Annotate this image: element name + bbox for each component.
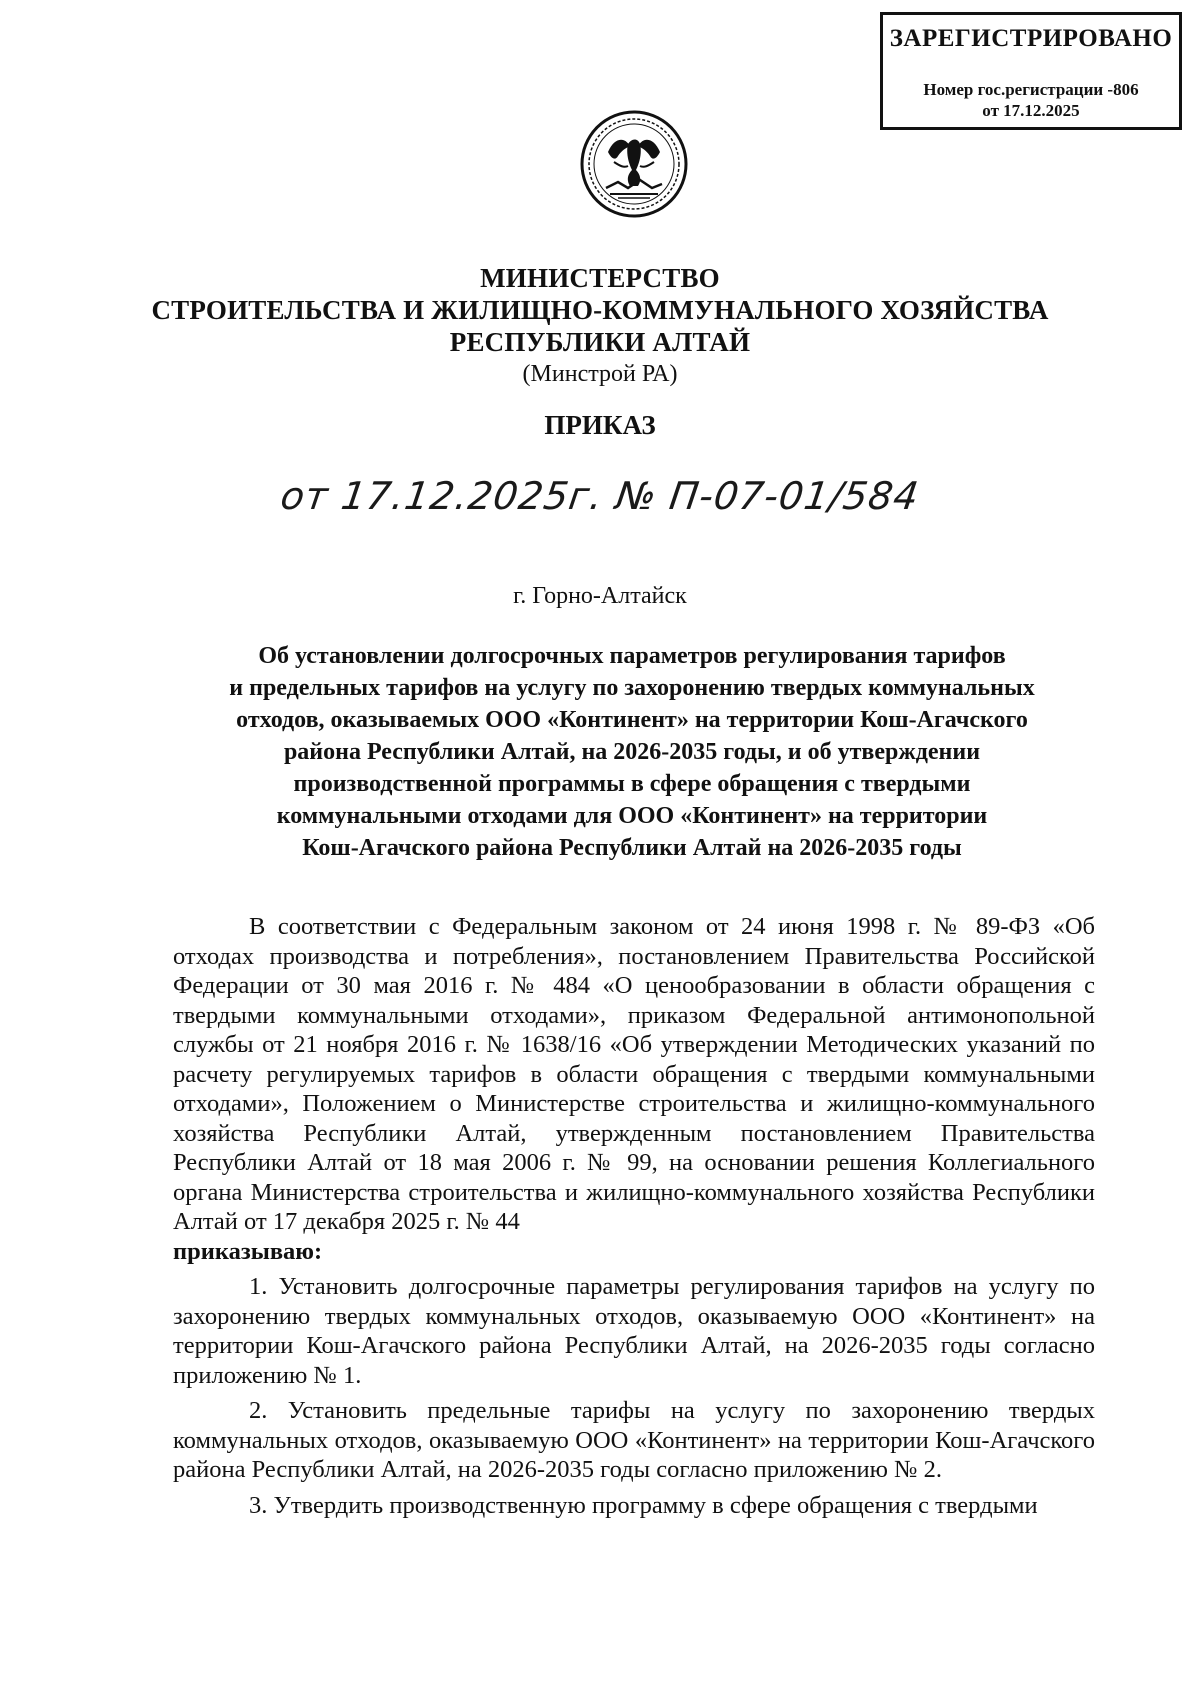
order-body xyxy=(173,912,1095,1520)
subject-line: Кош-Агачского района Республики Алтай на 2026-2035 годы xyxy=(302,835,962,861)
order-item-3: 3. Утвердить производственную программу в сфере обращения с твердыми xyxy=(249,1491,1038,1519)
ministry-abbreviation: (Минстрой РА) xyxy=(522,361,678,387)
subject-line: и предельных тарифов на услугу по захоронению твердых коммунальных xyxy=(229,675,1035,701)
subject-line: отходов, оказываемых ООО «Континент» на территории Кош-Агачского xyxy=(236,707,1028,733)
stamp-title: ЗАРЕГИСТРИРОВАНО xyxy=(889,25,1173,52)
order-subject xyxy=(172,640,1092,864)
city-name: г. Горно-Алтайск xyxy=(513,583,687,609)
registration-stamp xyxy=(880,12,1182,130)
order-keyword-colon: : xyxy=(314,1237,323,1265)
subject-line: района Республики Алтай, на 2026-2035 годы, и об утверждении xyxy=(283,739,981,765)
order-item-2: 2. Установить предельные тарифы на услугу по захоронению твердых коммунальных отходов, оказываемую ООО «Континент» на территории Кош-Агачского района Республики Алтай, на 2026-2035 годы согласно приложению № 2. xyxy=(173,1397,1095,1483)
coat-of-arms-altai-icon xyxy=(578,108,690,220)
subject-line: коммунальными отходами для ООО «Континент» на территории xyxy=(276,803,988,829)
preamble-paragraph xyxy=(173,912,1095,1266)
stamp-reg-date: от 17.12.2025 xyxy=(982,101,1080,120)
ministry-header xyxy=(0,262,1200,390)
ministry-name-line-1: МИНИСТЕРСТВО xyxy=(480,263,720,293)
handwritten-order-number: от 17.12.2025г. № П-07-01/584 xyxy=(278,474,922,518)
preamble-text: В соответствии с Федеральным законом от 24 июня 1998 г. № 89-ФЗ «Об отходах производства и потребления», постановлением Правительства Российской Федерации от 30 мая 2016 г. № 484 «О ценообразовании в области обращения с твердыми коммунальными отходами», приказом Федеральной антимонопольной службы от 21 ноября 2016 г. № 1638/16 «Об утверждении Методических указаний по расчету регулируемых тарифов в области обращения с твердыми коммунальными отходами», Положением о Министерстве строительства и жилищно-коммунального хозяйства Республики Алтай, утвержденным постановлением Правительства Республики Алтай от 18 мая 2006 г. № 99, на основании решения Коллегиального органа Министерства строительства и жилищно-коммунального хозяйства Республики Алтай от 17 декабря 2025 г. № 44 xyxy=(173,913,1095,1235)
order-item-1: 1. Установить долгосрочные параметры регулирования тарифов на услугу по захоронению твердых коммунальных отходов, оказываемую ООО «Континент» на территории Кош-Агачского района Республики Алтай, на 2026-2035 годы согласно приложению № 1. xyxy=(173,1273,1095,1389)
stamp-reg-number: Номер гос.регистрации -806 xyxy=(923,80,1139,99)
subject-line: производственной программы в сфере обращения с твердыми xyxy=(293,771,971,797)
document-type-title: ПРИКАЗ xyxy=(544,410,656,440)
order-keyword: приказываю xyxy=(173,1237,315,1265)
ministry-name-line-3: РЕСПУБЛИКИ АЛТАЙ xyxy=(449,327,751,357)
subject-line: Об установлении долгосрочных параметров регулирования тарифов xyxy=(258,643,1006,669)
ministry-name-line-2: СТРОИТЕЛЬСТВА И ЖИЛИЩНО-КОММУНАЛЬНОГО ХОЗЯЙСТВА xyxy=(151,295,1049,325)
